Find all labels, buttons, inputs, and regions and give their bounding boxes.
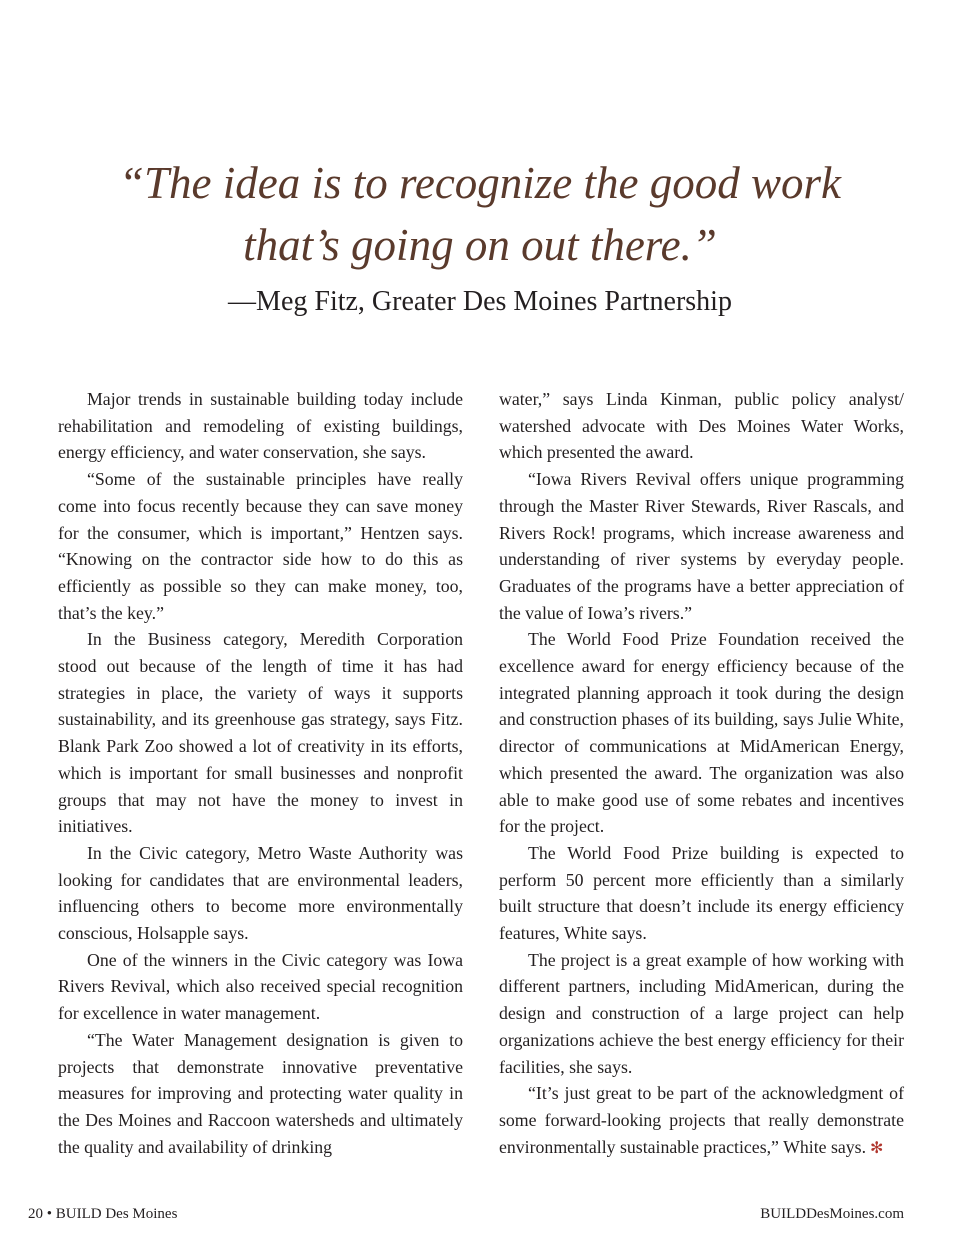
article-body (58, 386, 904, 1162)
last-paragraph-text: “It’s just great to be part of the acknowledgment of some forward-looking projects that really demonstrate environmentally sustainable practices,” White says. (499, 1083, 904, 1157)
paragraph: The World Food Prize Foundation received the excellence award for energy efficiency because of the integrated planning approach it took during the design and construction phases of its building, says Julie White, director of communications at MidAmerican Energy, which presented the award. The organization was also able to make good use of some rebates and incentives for the project. (499, 629, 904, 837)
paragraph: “Some of the sustainable principles have really come into focus recently because they can save money for the consumer, which is important,” Hentzen says. “Knowing on the contractor side how to do this as efficiently as possible so they can make money, too, that’s the key.” (58, 469, 463, 623)
pull-quote (0, 152, 960, 320)
paragraph: The project is a great example of how working with different partners, including MidAmerican, during the design and construction of a large project can help organizations achieve the best energy efficiency for their facilities, she says. (499, 949, 904, 1077)
paragraph: The World Food Prize building is expected to perform 50 percent more efficiently than a similarly built structure that doesn’t include its energy efficiency features, White says. (499, 842, 904, 944)
page-footer (28, 1206, 904, 1223)
paragraph: Major trends in sustainable building today include rehabilitation and remodeling of existing buildings, energy efficiency, and water conservation, she says. (58, 389, 463, 463)
paragraph: “The Water Management designation is given to projects that demonstrate innovative preventative measures for improving and protecting water quality in the Des Moines and Raccoon watersheds and ultimately the quality and availability of drinking (58, 1029, 463, 1157)
last-paragraph (499, 1080, 904, 1162)
end-mark-icon: ✻ (870, 1139, 884, 1157)
paragraph: In the Business category, Meredith Corporation stood out because of the length of time it has had strategies in place, the variety of ways it supports sustainability, and its greenhouse gas strategy, says Fitz. Blank Park Zoo showed a lot of creativity in its efforts, which is important for small businesses and nonprofit groups that may not have the money to invest in initiatives. (58, 629, 463, 837)
paragraph: In the Civic category, Metro Waste Authority was looking for candidates that are environmental leaders, influencing others to become more environmentally conscious, Holsapple says. (58, 842, 463, 944)
paragraph: One of the winners in the Civic category was Iowa Rivers Revival, which also received special recognition for excellence in water management. (58, 949, 463, 1024)
right-column (499, 386, 904, 1162)
pull-quote-line-2: that’s going on out there.” (243, 220, 717, 270)
paragraph-continuation: water,” says Linda Kinman, public policy analyst/ watershed advocate with Des Moines Water Works, which presented the award. (499, 389, 904, 463)
left-column (58, 386, 463, 1162)
paragraph: “Iowa Rivers Revival offers unique programming through the Master River Stewards, River Rascals, and Rivers Rock! programs, which increase awareness and understanding of river systems by everyday people. Graduates of the programs have a better appreciation of the value of Iowa’s rivers.” (499, 469, 904, 623)
pull-quote-line-1: “The idea is to recognize the good work (118, 158, 842, 208)
footer-page-number: 20 • BUILD Des Moines (28, 1206, 178, 1222)
footer-website: BUILDDesMoines.com (760, 1206, 904, 1222)
pull-quote-attribution: —Meg Fitz, Greater Des Moines Partnership (228, 286, 732, 317)
